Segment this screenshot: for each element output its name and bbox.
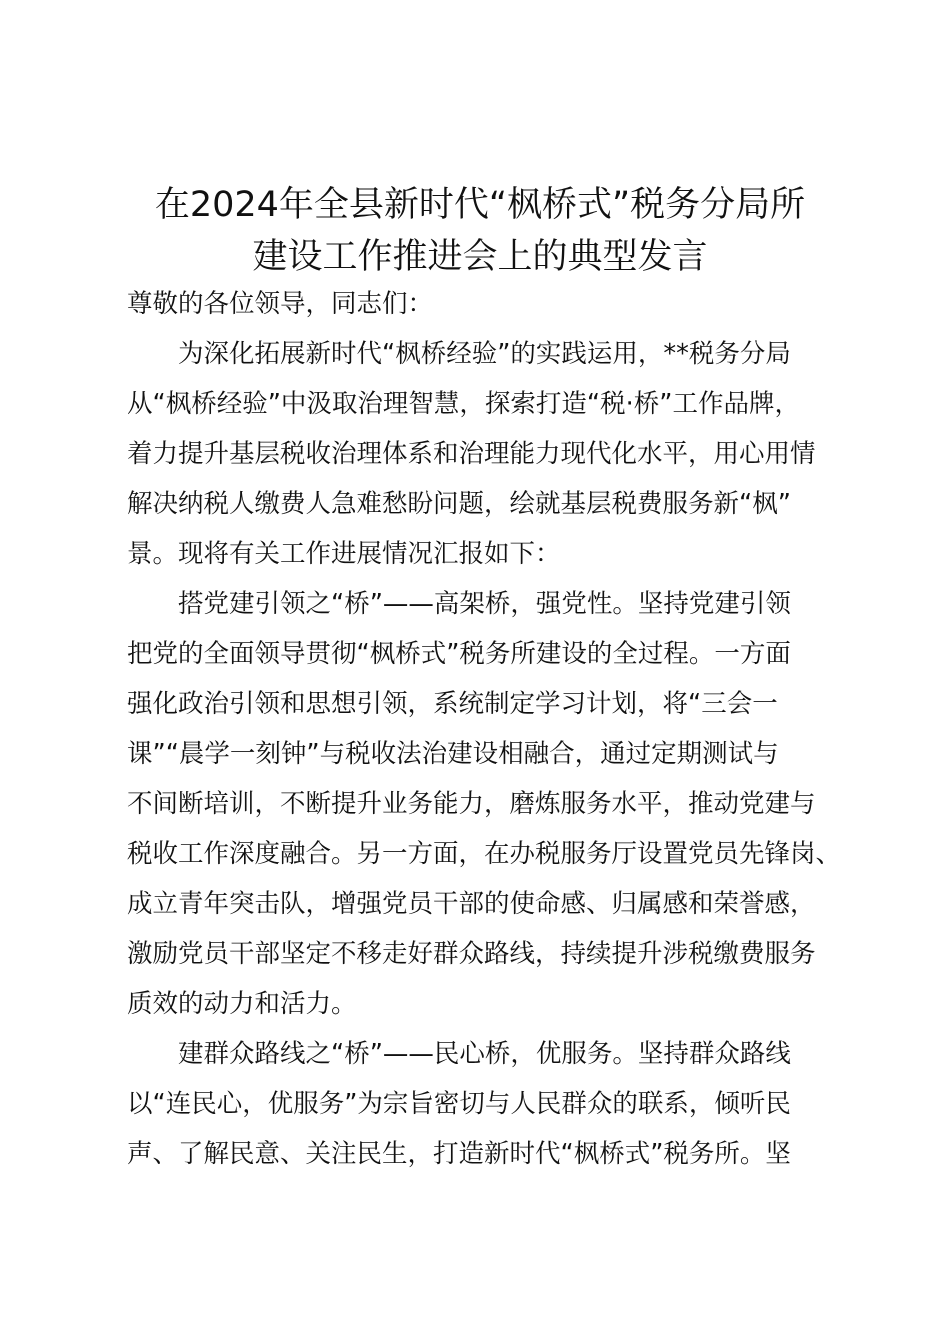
body-line: 不间断培训，不断提升业务能力，磨炼服务水平，推动党建与 — [127, 789, 816, 819]
body-line: 声、了解民意、关注民生，打造新时代“枫桥式”税务所。坚 — [127, 1139, 791, 1169]
body-line: 解决纳税人缴费人急难愁盼问题，绘就基层税费服务新“枫” — [127, 489, 791, 519]
salutation: 尊敬的各位领导，同志们： — [127, 289, 434, 319]
body-line: 以“连民心，优服务”为宗旨密切与人民群众的联系，倾听民 — [127, 1089, 791, 1119]
document-title-line-2: 建设工作推进会上的典型发言 — [252, 237, 708, 277]
document-body — [127, 286, 862, 1186]
body-line: 激励党员干部坚定不移走好群众路线，持续提升涉税缴费服务 — [127, 939, 816, 969]
body-line: 着力提升基层税收治理体系和治理能力现代化水平，用心用情 — [127, 439, 816, 469]
body-line: 为深化拓展新时代“枫桥经验”的实践运用，**税务分局 — [127, 339, 791, 369]
document-title-line-1: 在2024年全县新时代“枫桥式”税务分局所 — [154, 185, 806, 225]
body-line: 把党的全面领导贯彻“枫桥式”税务所建设的全过程。一方面 — [127, 639, 791, 669]
body-line: 质效的动力和活力。 — [127, 989, 357, 1019]
body-line: 课”“晨学一刻钟”与税收法治建设相融合，通过定期测试与 — [127, 739, 779, 769]
body-line: 成立青年突击队，增强党员干部的使命感、归属感和荣誉感， — [127, 889, 816, 919]
body-line: 景。现将有关工作进展情况汇报如下： — [127, 539, 561, 569]
body-line: 搭党建引领之“桥”——高架桥，强党性。坚持党建引领 — [127, 589, 791, 619]
body-line: 税收工作深度融合。另一方面，在办税服务厅设置党员先锋岗、 — [127, 839, 842, 869]
body-line: 强化政治引领和思想引领，系统制定学习计划，将“三会一 — [127, 689, 778, 719]
body-line: 从“枫桥经验”中汲取治理智慧，探索打造“税·桥”工作品牌， — [127, 389, 800, 419]
body-line: 建群众路线之“桥”——民心桥，优服务。坚持群众路线 — [127, 1039, 791, 1069]
